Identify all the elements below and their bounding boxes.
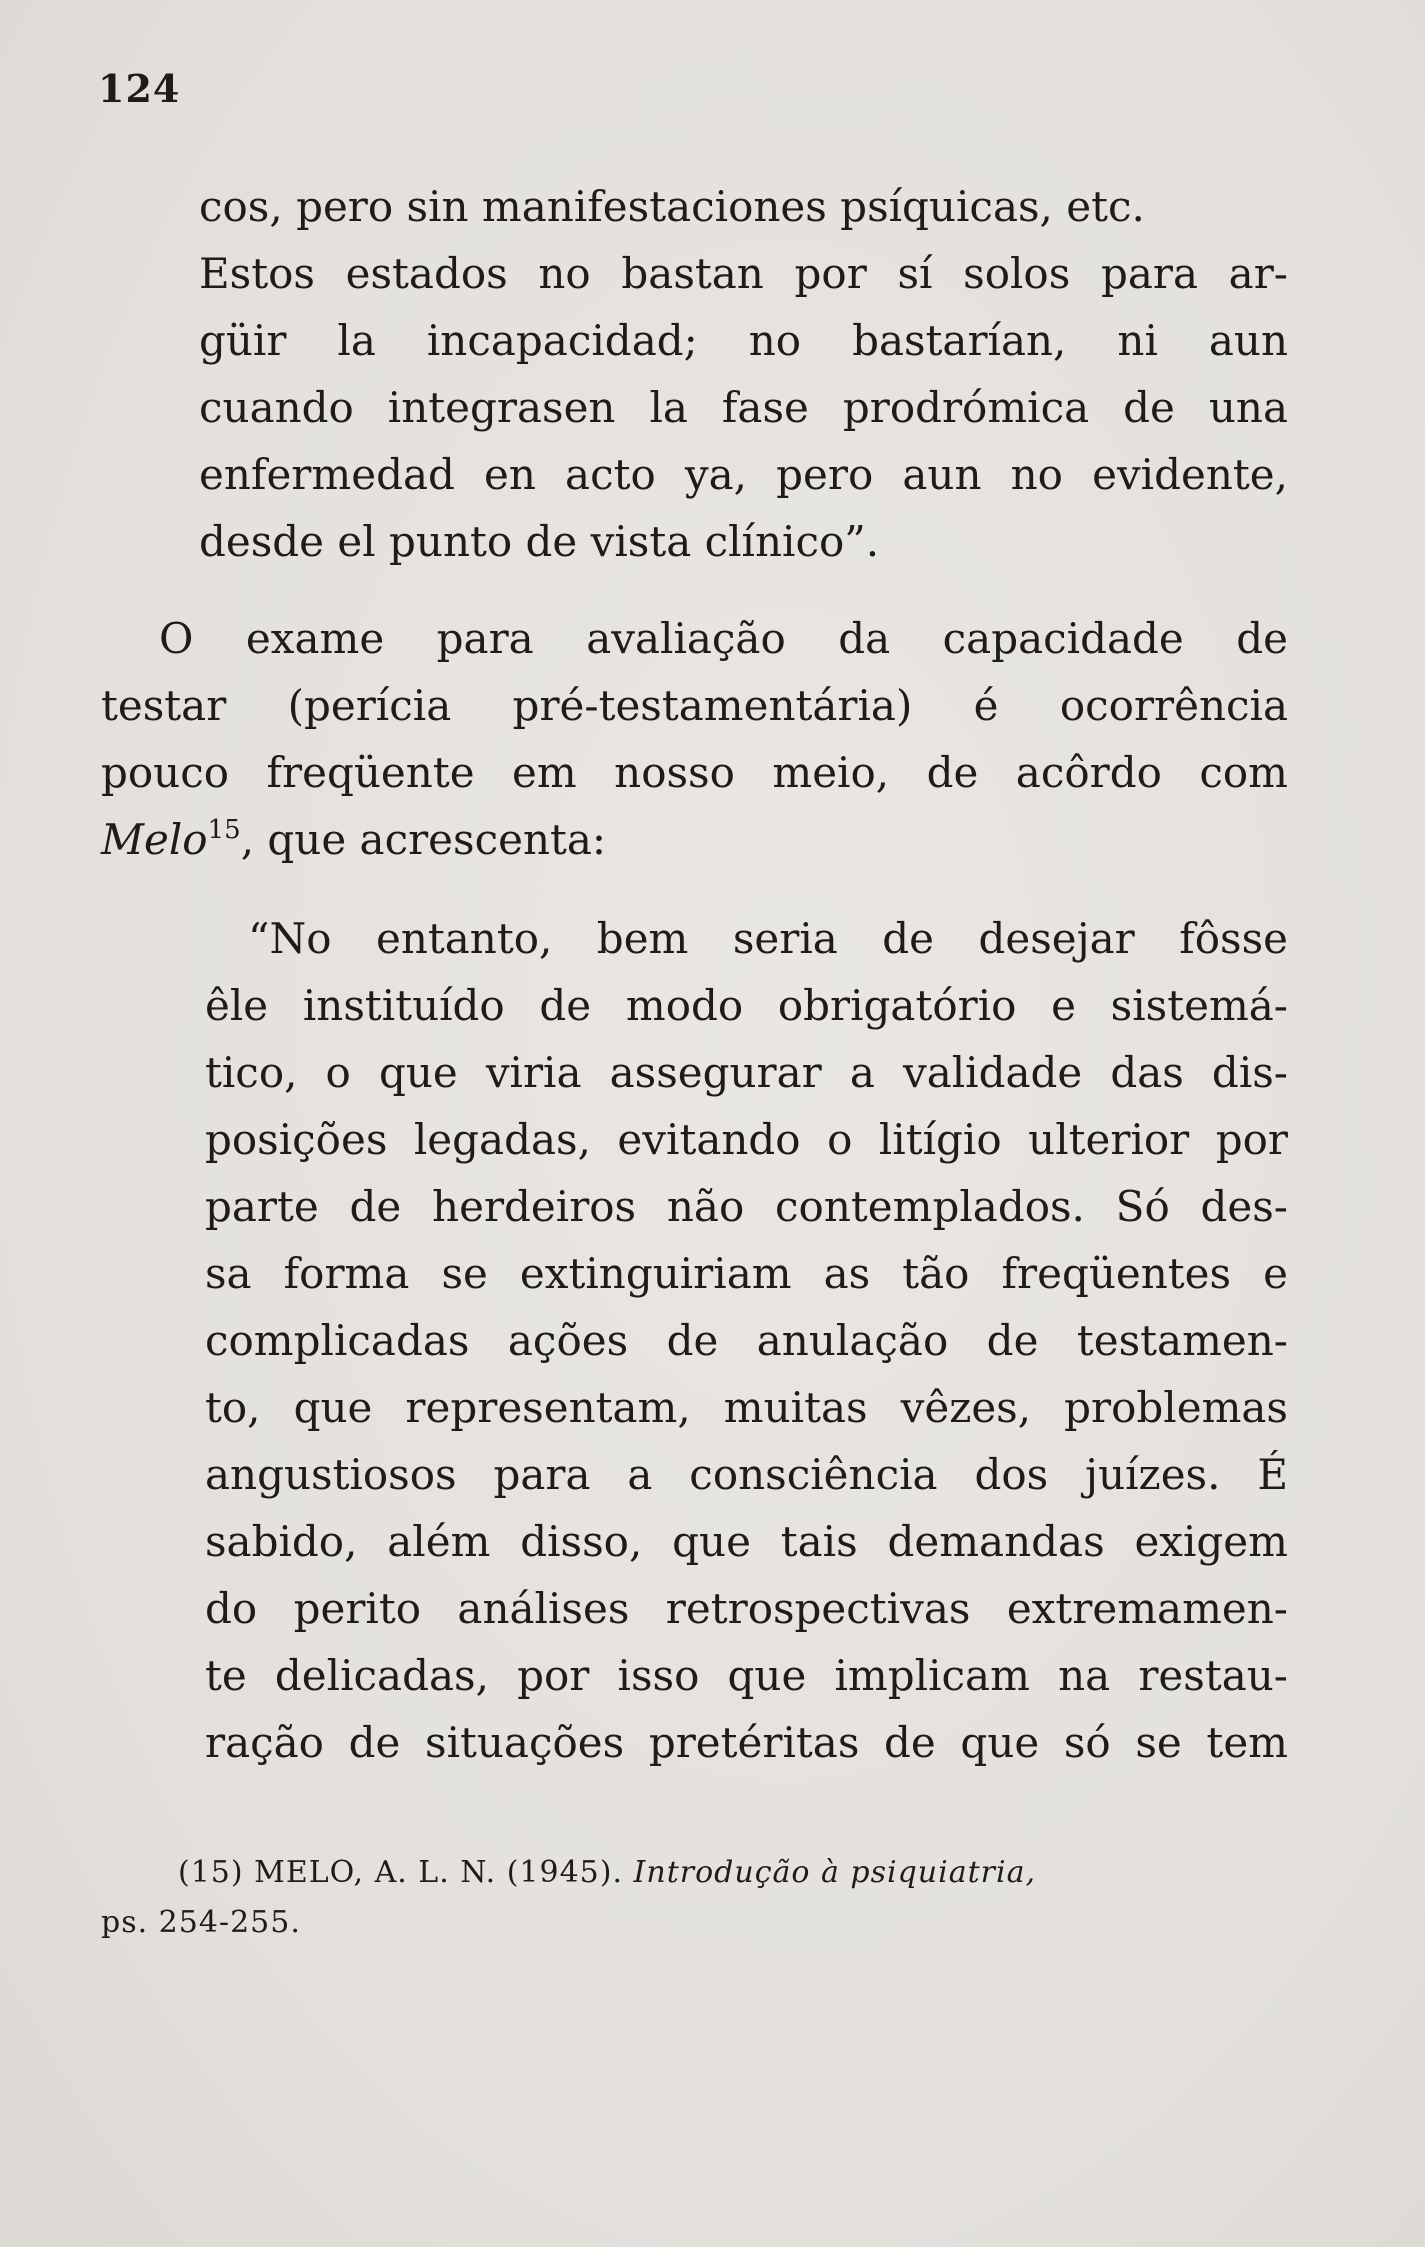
quote-pt-line-8: to, que representam, muitas vêzes, problemas xyxy=(205,1383,1288,1432)
quote-es-line-3: güir la incapacidad; no bastarían, ni aun xyxy=(199,316,1288,365)
quote-es-line-5: enfermedad en acto ya, pero aun no evidente, xyxy=(199,450,1288,499)
footnote-reference: (15) MELO, A. L. N. (1945). xyxy=(178,1855,623,1890)
quote-pt-line-12: te delicadas, por isso que implicam na restau- xyxy=(205,1651,1288,1700)
paragraph-line-4-rest: , que acrescenta: xyxy=(240,815,607,864)
footnote-line-2: ps. 254-255. xyxy=(101,1905,301,1940)
quote-pt-line-1: “No entanto, bem seria de desejar fôsse xyxy=(248,914,1288,963)
paragraph-line-4 xyxy=(101,815,607,864)
paragraph-line-2: testar (perícia pré-testamentária) é ocorrência xyxy=(101,681,1288,730)
quote-pt-line-7: complicadas ações de anulação de testamen- xyxy=(205,1316,1288,1365)
quote-es-line-4: cuando integrasen la fase prodrómica de una xyxy=(199,383,1288,432)
quote-es-line-1: cos, pero sin manifestaciones psíquicas, etc. xyxy=(199,182,1145,231)
author-citation: Melo xyxy=(101,815,208,864)
footnote-line-1 xyxy=(178,1855,1036,1890)
quote-pt-line-9: angustiosos para a consciência dos juízes. É xyxy=(205,1450,1288,1499)
quote-pt-line-13: ração de situações pretéritas de que só se tem xyxy=(205,1718,1288,1767)
quote-pt-line-2: êle instituído de modo obrigatório e sistemá- xyxy=(205,981,1288,1030)
quote-pt-line-11: do perito análises retrospectivas extremamen- xyxy=(205,1584,1288,1633)
page-number: 124 xyxy=(98,66,181,111)
quote-es-line-2: Estos estados no bastan por sí solos para ar- xyxy=(199,249,1288,298)
paragraph-line-3: pouco freqüente em nosso meio, de acôrdo com xyxy=(101,748,1288,797)
quote-pt-line-3: tico, o que viria assegurar a validade das dis- xyxy=(205,1048,1288,1097)
footnote-ref: 15 xyxy=(207,815,241,845)
quote-pt-line-10: sabido, além disso, que tais demandas exigem xyxy=(205,1517,1288,1566)
paragraph-line-1: O exame para avaliação da capacidade de xyxy=(159,614,1288,663)
quote-pt-line-6: sa forma se extinguiriam as tão freqüentes e xyxy=(205,1249,1288,1298)
quote-pt-line-4: posições legadas, evitando o litígio ulterior por xyxy=(205,1115,1288,1164)
footnote-title: Introdução à psiquiatria, xyxy=(633,1855,1037,1890)
quote-es-line-6: desde el punto de vista clínico”. xyxy=(199,517,880,566)
quote-pt-line-5: parte de herdeiros não contemplados. Só des- xyxy=(205,1182,1288,1231)
